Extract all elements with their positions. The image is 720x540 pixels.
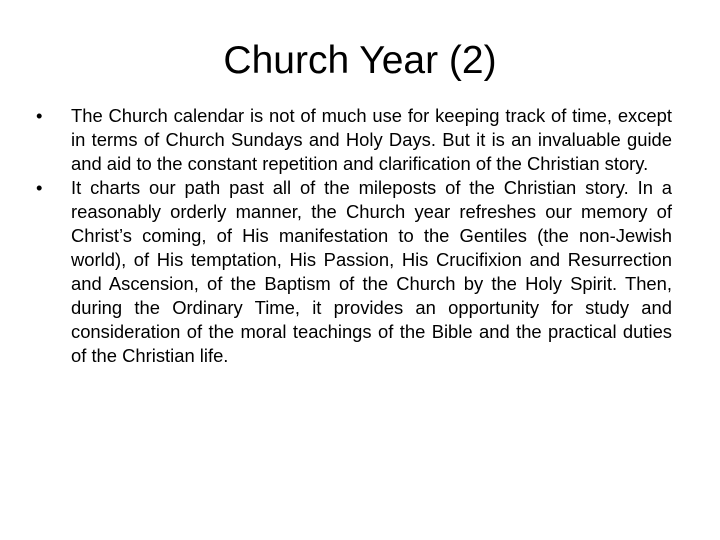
bullet-item bbox=[36, 104, 672, 176]
bullet-text: The Church calendar is not of much use for keeping track of time, except in terms of Church Sundays and Holy Days. But it is an invaluable guide and aid to the constant repetition and clarification of the Christian story. bbox=[71, 105, 672, 174]
bullet-text: It charts our path past all of the mileposts of the Christian story. In a reasonably orderly manner, the Church year refreshes our memory of Christ’s coming, of His manifestation to the Gentiles (the non-Jewish world), of His temptation, His Passion, His Crucifixion and Resurrection and Ascension, of the Baptism of the Church by the Holy Spirit. Then, during the Ordinary Time, it provides an opportunity for study and consideration of the moral teachings of the Bible and the practical duties of the Christian life. bbox=[71, 177, 672, 366]
bullet-item bbox=[36, 176, 672, 368]
bullet-marker: • bbox=[36, 105, 43, 126]
bullet-marker: • bbox=[36, 177, 43, 198]
slide-title: Church Year (2) bbox=[223, 39, 497, 82]
bullet-list bbox=[36, 104, 672, 368]
